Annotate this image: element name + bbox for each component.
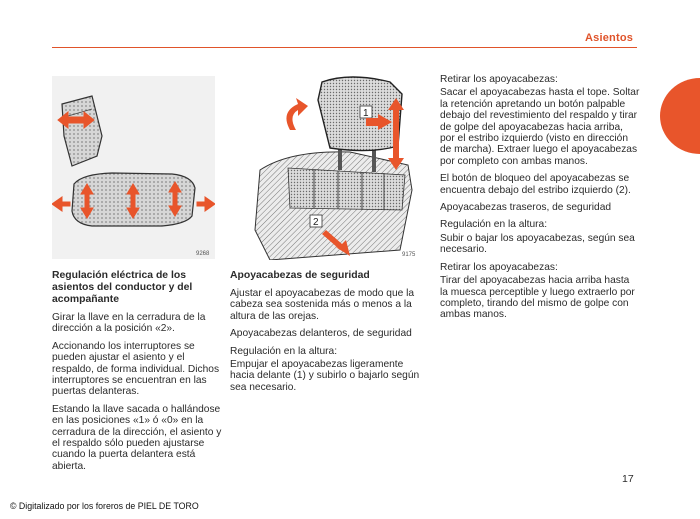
column-seat-adjustment	[52, 270, 222, 478]
paragraph: Sacar el apoyacabezas hasta el tope. Soltar la retención apretando un botón palpable debajo del revestimiento del respaldo y tirar de golpe del apoyacabezas hacia arriba, por el estribo izquierdo (visto en dirección de marcha). Extraer luego el apoyacabezas por completo con ambas manos.	[440, 87, 640, 167]
heading-seat-adjustment: Regulación eléctrica de los asientos del conductor y del acompañante	[52, 270, 193, 305]
paragraph: Subir o bajar los apoyacabezas, según sea necesario.	[440, 232, 635, 256]
paragraph: Girar la llave en la cerradura de la dirección a la posición «2».	[52, 312, 206, 335]
figure-code-left: 9268	[196, 251, 210, 257]
subheading: Regulación en la altura:	[230, 345, 338, 357]
section-tab-marker	[660, 78, 700, 154]
seat-switch-illustration	[52, 76, 215, 259]
callout-2: 2	[313, 217, 319, 228]
subheading: Regulación en la altura:	[440, 219, 548, 231]
header-rule	[52, 47, 637, 48]
paragraph: Apoyacabezas delanteros, de seguridad	[230, 328, 412, 340]
subheading: Retirar los apoyacabezas:	[440, 74, 558, 85]
paragraph: Accionando los interruptores se pueden ajustar el asiento y el respaldo, de forma individual. Dichos interruptores se encuentran en las puertas delanteras.	[52, 340, 220, 398]
paragraph: Ajustar el apoyacabezas de modo que la cabeza sea sostenida más o menos a la altura de las orejas.	[230, 288, 415, 322]
column-headrest-removal	[440, 74, 640, 327]
paragraph: Empujar el apoyacabezas ligeramente hacia delante (1) y subirlo o bajarlo según sea necesario.	[230, 359, 420, 393]
section-title: Asientos	[585, 32, 634, 44]
heading-headrests: Apoyacabezas de seguridad	[230, 270, 370, 281]
column-headrests	[230, 270, 426, 399]
callout-1: 1	[363, 108, 369, 119]
subheading: Retirar los apoyacabezas:	[440, 261, 558, 273]
footer-credit: © Digitalizado por los foreros de PIEL DE TORO	[10, 501, 199, 511]
paragraph: Estando la llave sacada o hallándose en las posiciones «1» ó «0» en la cerradura de la dirección, el asiento y el respaldo sólo pueden ajustarse cuando la puerta delantera está abierta.	[52, 403, 222, 472]
tilt-forward-arrow	[286, 98, 308, 130]
paragraph: El botón de bloqueo del apoyacabezas se encuentra debajo del estribo izquierdo (2).	[440, 173, 631, 196]
paragraph: Tirar del apoyacabezas hacia arriba hasta la muesca perceptible y luego extraerlo por completo, tirando del mismo de golpe con ambas manos.	[440, 275, 635, 321]
paragraph: Apoyacabezas traseros, de seguridad	[440, 202, 612, 214]
headrest-illustration	[230, 70, 418, 260]
page-number: 17	[622, 473, 634, 485]
figure-code-middle: 9175	[402, 252, 416, 258]
